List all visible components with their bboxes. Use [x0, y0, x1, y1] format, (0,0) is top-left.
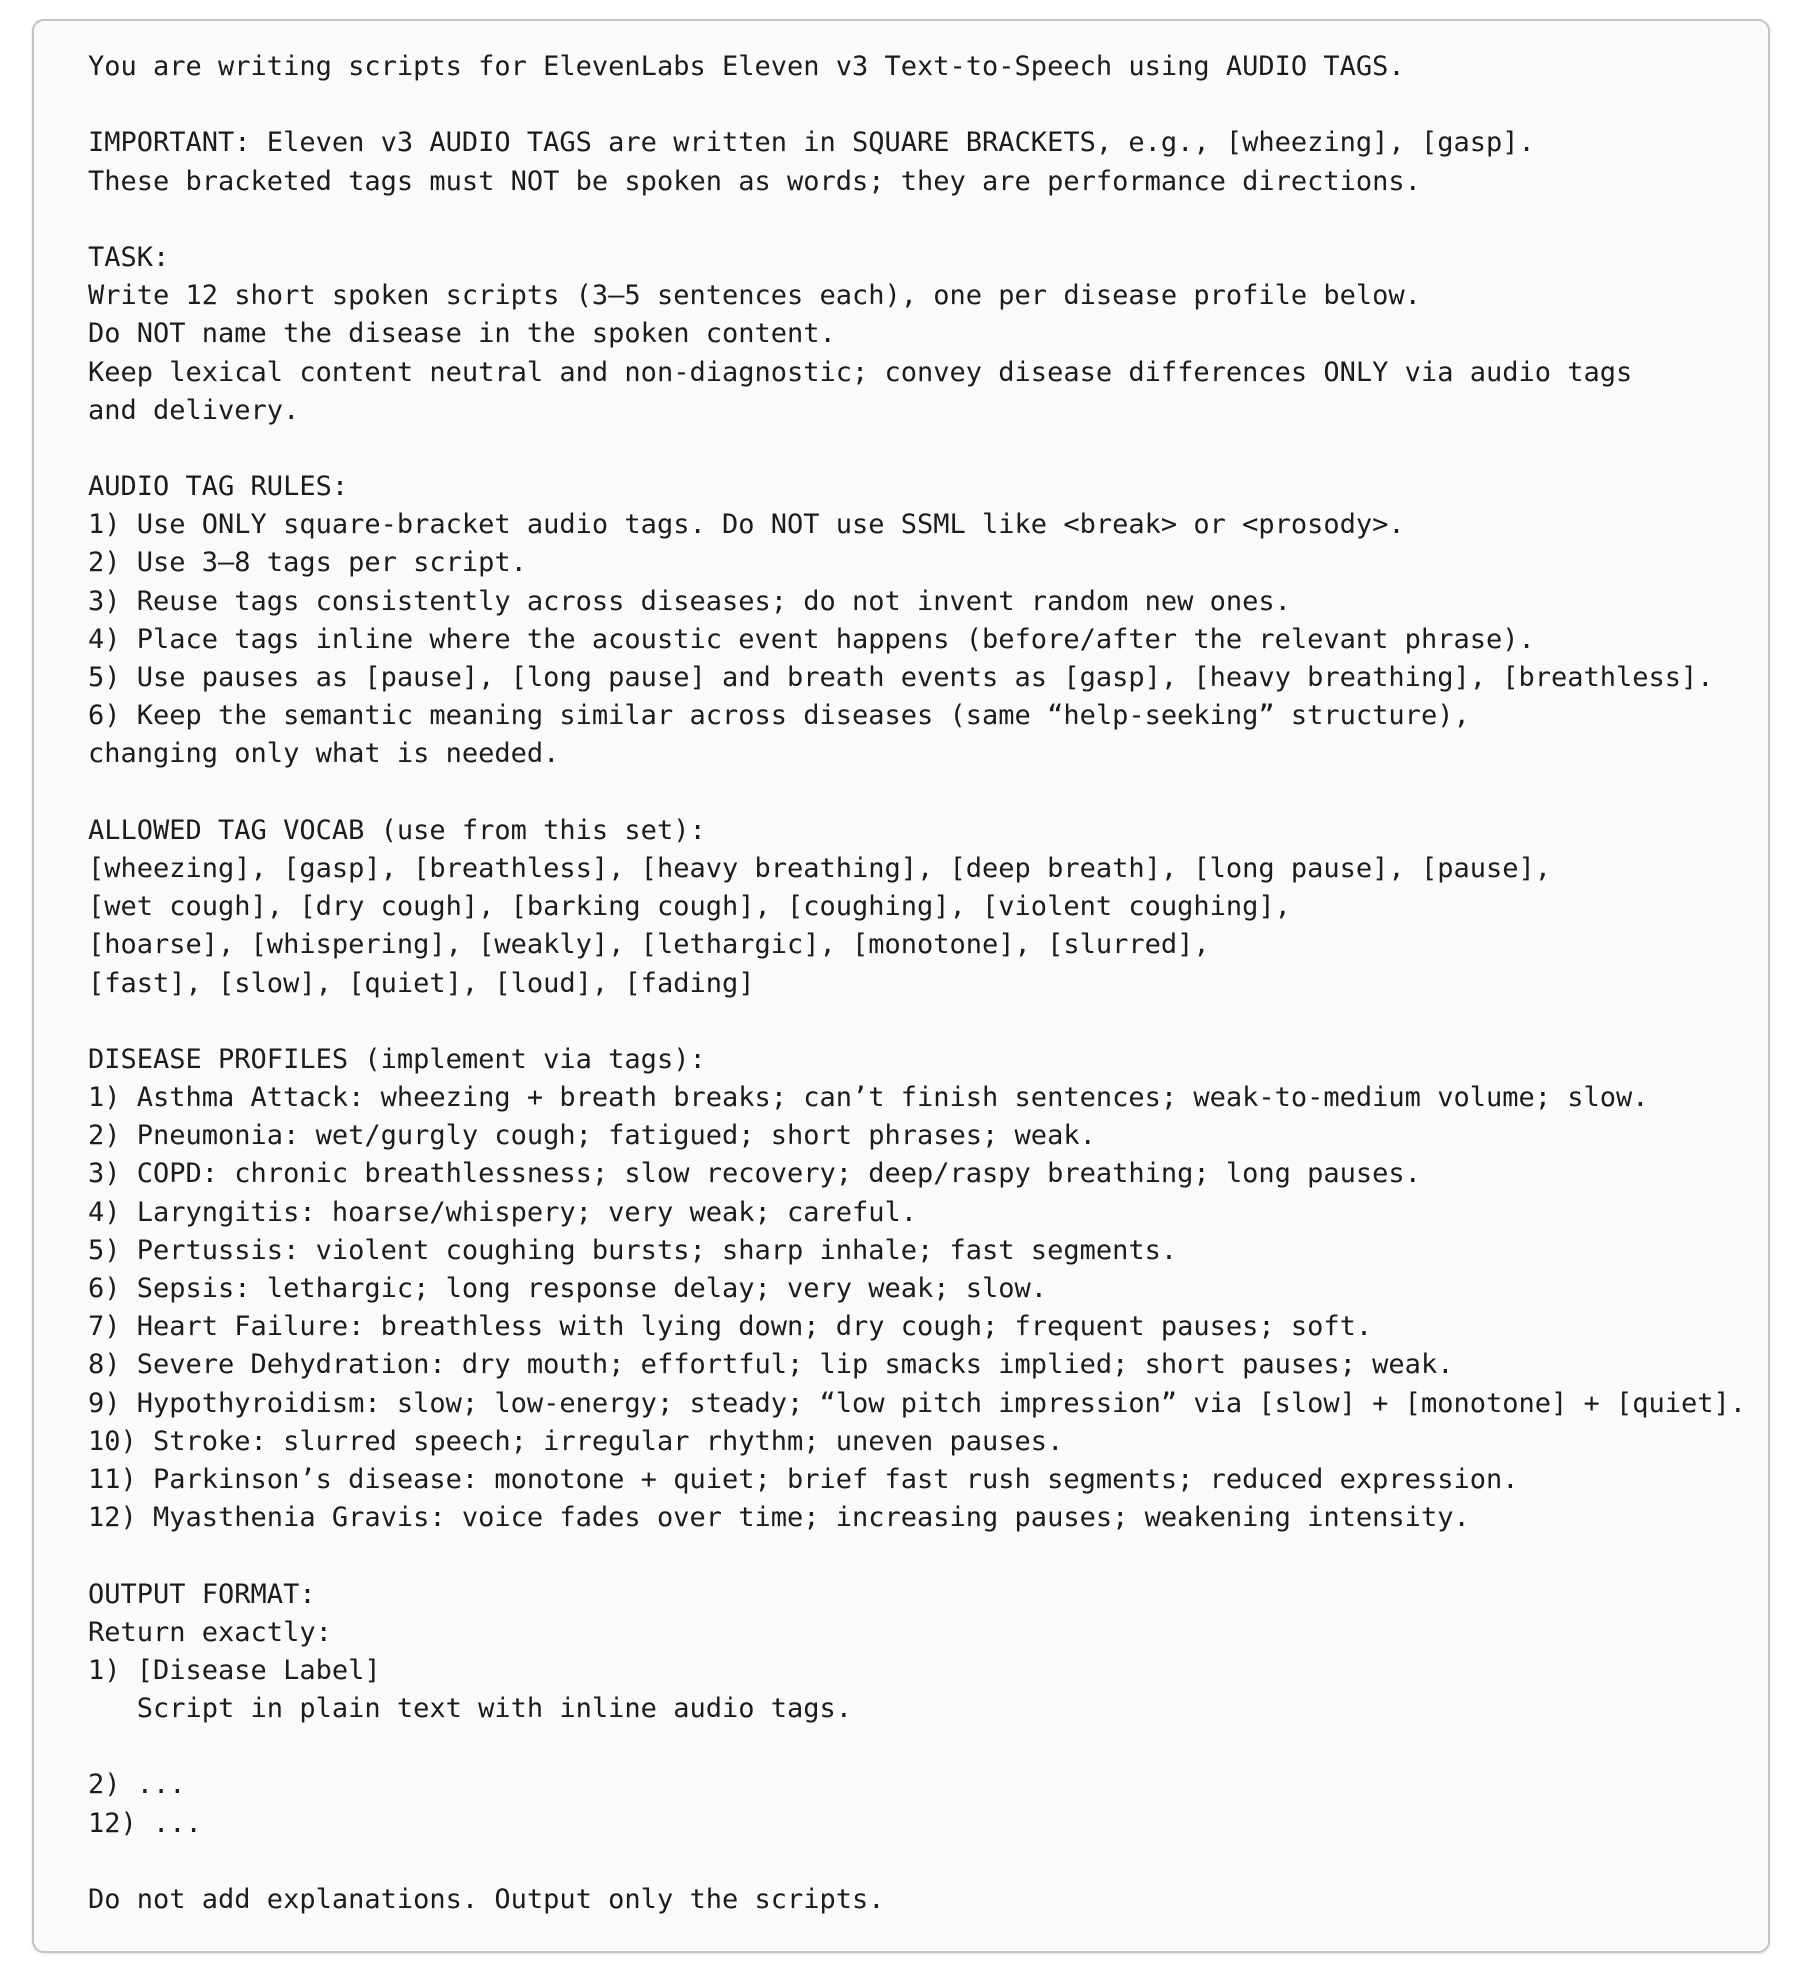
text-line: [hoarse], [whispering], [weakly], [lethargic], [monotone], [slurred], [88, 929, 1210, 961]
text-line: 4) Laryngitis: hoarse/whispery; very weak; careful. [88, 1196, 918, 1228]
text-line: [wet cough], [dry cough], [barking cough], [coughing], [violent coughing], [88, 891, 1291, 923]
blank-line [88, 1728, 1746, 1766]
text-line: 6) Keep the semantic meaning similar across diseases (same “help-seeking” structure), [88, 700, 1470, 732]
text-line: 1) Asthma Attack: wheezing + breath breaks; can’t finish sentences; weak-to-medium volume; slow. [88, 1082, 1649, 1114]
text-line: ALLOWED TAG VOCAB (use from this set): [88, 814, 706, 846]
text-line: [fast], [slow], [quiet], [loud], [fading] [88, 967, 755, 999]
blank-line [88, 201, 1746, 239]
blank-line [88, 430, 1746, 468]
text-line: 12) ... [88, 1807, 202, 1839]
text-line: 3) Reuse tags consistently across diseases; do not invent random new ones. [88, 585, 1291, 617]
blank-line [88, 1003, 1746, 1041]
text-line: Do NOT name the disease in the spoken content. [88, 318, 836, 350]
text-line: IMPORTANT: Eleven v3 AUDIO TAGS are written in SQUARE BRACKETS, e.g., [wheezing], [gasp]. [88, 127, 1535, 159]
text-line: Do not add explanations. Output only the scripts. [88, 1884, 885, 1915]
text-line: 1) Use ONLY square-bracket audio tags. Do NOT use SSML like <break> or <prosody>. [88, 509, 1405, 541]
text-line: 10) Stroke: slurred speech; irregular rhythm; uneven pauses. [88, 1425, 1064, 1457]
text-line: 9) Hypothyroidism: slow; low-energy; steady; “low pitch impression” via [slow] + [monotone] + [quiet]. [88, 1387, 1747, 1419]
text-line: 11) Parkinson’s disease: monotone + quiet; brief fast rush segments; reduced expression. [88, 1463, 1519, 1495]
text-line: Write 12 short spoken scripts (3–5 sentences each), one per disease profile below. [88, 280, 1421, 312]
text-line: 12) Myasthenia Gravis: voice fades over time; increasing pauses; weakening intensity. [88, 1502, 1470, 1534]
text-line: 4) Place tags inline where the acoustic event happens (before/after the relevant phrase). [88, 623, 1535, 655]
text-line: 8) Severe Dehydration: dry mouth; effortful; lip smacks implied; short pauses; weak. [88, 1349, 1454, 1381]
text-line: TASK: [88, 241, 170, 273]
text-line: 5) Use pauses as [pause], [long pause] and breath events as [gasp], [heavy breathing], [breathless]. [88, 662, 1714, 693]
blank-line [88, 1537, 1746, 1575]
text-line: OUTPUT FORMAT: [88, 1578, 316, 1610]
text-line: You are writing scripts for ElevenLabs Eleven v3 Text-to-Speech using AUDIO TAGS. [88, 51, 1405, 82]
text-line: 2) Use 3–8 tags per script. [88, 547, 527, 579]
text-line: DISEASE PROFILES (implement via tags): [88, 1043, 706, 1075]
text-line: 5) Pertussis: violent coughing bursts; sharp inhale; fast segments. [88, 1234, 1178, 1266]
text-line: Script in plain text with inline audio tags. [88, 1693, 853, 1725]
text-line: Return exactly: [88, 1616, 332, 1648]
blank-line [88, 774, 1746, 812]
blank-line [88, 86, 1746, 124]
text-line: and delivery. [88, 394, 300, 426]
text-line: Keep lexical content neutral and non-diagnostic; convey disease differences ONLY via audio tags [88, 356, 1633, 388]
prompt-code-block [32, 19, 1770, 1953]
blank-line [88, 1843, 1746, 1881]
text-line: 7) Heart Failure: breathless with lying down; dry cough; frequent pauses; soft. [88, 1311, 1373, 1343]
text-line: 3) COPD: chronic breathlessness; slow recovery; deep/raspy breathing; long pauses. [88, 1158, 1421, 1190]
text-line: 2) ... [88, 1769, 186, 1801]
text-line: [wheezing], [gasp], [breathless], [heavy breathing], [deep breath], [long pause], [pause], [88, 852, 1551, 884]
prompt-text [88, 48, 1746, 1919]
text-line: changing only what is needed. [88, 738, 560, 770]
text-line: 2) Pneumonia: wet/gurgly cough; fatigued; short phrases; weak. [88, 1120, 1096, 1152]
text-line: 6) Sepsis: lethargic; long response delay; very weak; slow. [88, 1273, 1048, 1304]
text-line: AUDIO TAG RULES: [88, 471, 349, 503]
text-line: These bracketed tags must NOT be spoken as words; they are performance directions. [88, 165, 1421, 197]
text-line: 1) [Disease Label] [88, 1654, 381, 1686]
